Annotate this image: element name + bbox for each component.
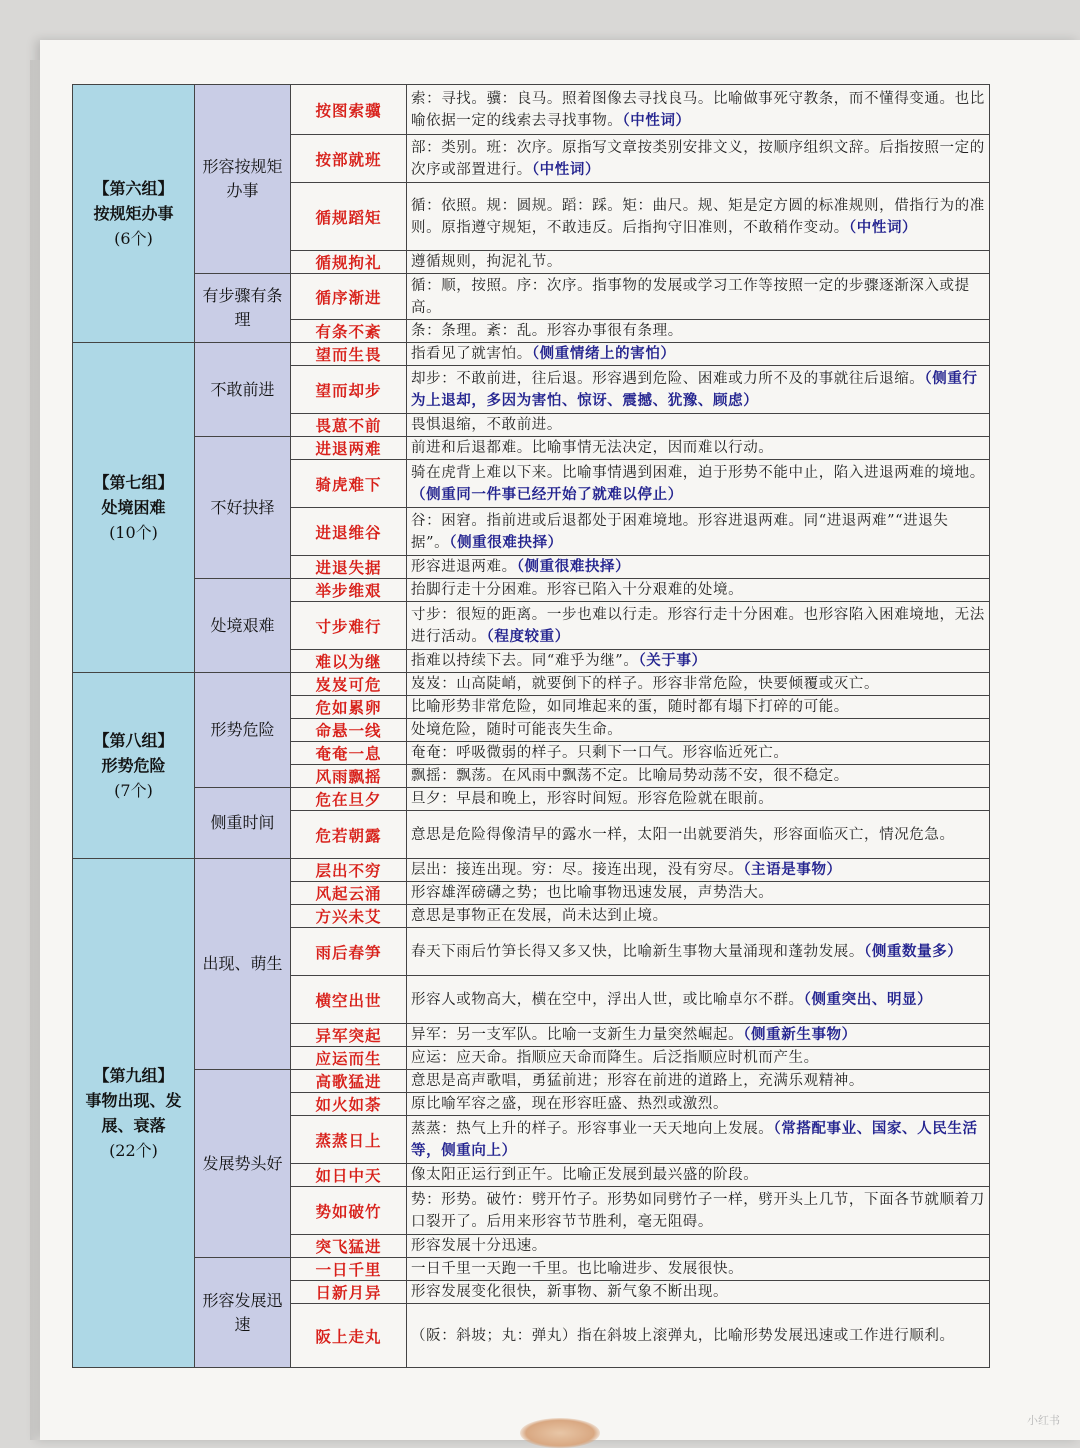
group-label: 【第九组】 <box>93 1066 174 1085</box>
definition <box>407 1258 990 1281</box>
idiom: 风起云涌 <box>291 882 407 905</box>
usage-note: （中性词） <box>622 111 691 129</box>
idiom: 按部就班 <box>291 135 407 183</box>
usage-note: （侧重情绪上的害怕） <box>531 345 676 362</box>
definition <box>407 976 990 1024</box>
table-row <box>73 437 990 460</box>
idiom: 畏葸不前 <box>291 414 407 437</box>
subgroup-label: 形势危险 <box>195 673 291 788</box>
definition-text: 前进和后退都难。比喻事情无法决定，因而难以行动。 <box>411 440 774 456</box>
usage-note: （侧重突出、明显） <box>803 990 933 1008</box>
definition-text: 寸步：很短的距离。一步也难以行走。形容行走十分困难。也形容陷入困难境地，无法进行活动。 <box>411 606 985 645</box>
definition <box>407 1047 990 1070</box>
idiom: 突飞猛进 <box>291 1235 407 1258</box>
idiom: 按图索骥 <box>291 85 407 135</box>
definition <box>407 811 990 859</box>
idiom: 寸步难行 <box>291 602 407 650</box>
definition-text: 形容雄浑磅礴之势；也比喻事物迅速发展，声势浩大。 <box>411 885 774 901</box>
definition <box>407 556 990 579</box>
definition-text: 处境危险，随时可能丧失生命。 <box>411 722 623 738</box>
definition <box>407 1070 990 1093</box>
idiom: 如火如荼 <box>291 1093 407 1116</box>
definition-text: 旦夕：早晨和晚上，形容时间短。形容危险就在眼前。 <box>411 791 774 807</box>
table-row <box>73 1258 990 1281</box>
definition <box>407 602 990 650</box>
definition-text: 一日千里一天跑一千里。也比喻进步、发展很快。 <box>411 1261 744 1277</box>
definition-text: 部：类别。班：次序。原指写文章按类别安排文义，按顺序组织文辞。后指按照一定的次序或部置进行。 <box>411 139 985 178</box>
group-title: 事物出现、发展、衰落 <box>85 1091 182 1135</box>
definition-text: 循：顺，按照。序：次序。指事物的发展或学习工作等按照一定的步骤逐渐深入或提高。 <box>411 277 970 316</box>
definition-text: 形容发展十分迅速。 <box>411 1238 547 1254</box>
definition <box>407 320 990 343</box>
idiom: 蒸蒸日上 <box>291 1116 407 1164</box>
usage-note: （主语是事物） <box>743 861 842 878</box>
usage-note: （侧重很难抉择） <box>516 558 631 575</box>
definition-text: 飘摇：飘荡。在风雨中飘荡不定。比喻局势动荡不安，很不稳定。 <box>411 768 849 784</box>
usage-note: （侧重新生事物） <box>743 1026 857 1043</box>
table-row <box>73 1070 990 1093</box>
idiom: 循序渐进 <box>291 274 407 320</box>
table-row <box>73 274 990 320</box>
definition <box>407 508 990 556</box>
subgroup-label: 出现、萌生 <box>195 859 291 1070</box>
subgroup-label: 有步骤有条理 <box>195 274 291 343</box>
definition <box>407 366 990 414</box>
idiom: 层出不穷 <box>291 859 407 882</box>
definition <box>407 274 990 320</box>
usage-note: （关于事） <box>638 652 707 669</box>
definition-text: 抬脚行走十分困难。形容已陷入十分艰难的处境。 <box>411 582 744 598</box>
usage-note: （侧重很难抉择） <box>449 533 563 551</box>
definition <box>407 765 990 788</box>
subgroup-label: 形容发展迅速 <box>195 1258 291 1368</box>
idiom-table <box>72 84 990 1368</box>
idiom: 进退两难 <box>291 437 407 460</box>
idiom: 方兴未艾 <box>291 905 407 928</box>
definition-text: 春天下雨后竹笋长得又多又快，比喻新生事物大量涌现和蓬勃发展。 <box>411 943 864 960</box>
usage-note: （中性词） <box>531 160 601 178</box>
idiom: 循规拘礼 <box>291 251 407 274</box>
idiom: 循规蹈矩 <box>291 183 407 251</box>
idiom: 异军突起 <box>291 1024 407 1047</box>
definition-text: 应运：应天命。指顺应天命而降生。后泛指顺应时机而产生。 <box>411 1050 819 1066</box>
definition-text: 却步：不敢前进，往后退。形容遇到危险、困难或力所不及的事就往后退缩。 <box>411 370 925 387</box>
group-title: 形势危险 <box>101 756 166 775</box>
group-title: 按规矩办事 <box>93 204 174 223</box>
idiom: 一日千里 <box>291 1258 407 1281</box>
group-count: (7个) <box>114 781 153 800</box>
definition <box>407 343 990 366</box>
usage-note: （中性词） <box>848 218 918 236</box>
definition-text: 原比喻军容之盛，现在形容旺盛、热烈或激烈。 <box>411 1096 729 1112</box>
group-label: 【第七组】 <box>93 473 174 492</box>
definition-text: 形容进退两难。 <box>411 559 517 575</box>
definition <box>407 1187 990 1235</box>
definition <box>407 414 990 437</box>
definition <box>407 788 990 811</box>
group-count: (10个) <box>109 523 158 542</box>
group-cell <box>73 343 195 673</box>
definition <box>407 650 990 673</box>
subgroup-label: 不敢前进 <box>195 343 291 437</box>
definition-text: 奄奄：呼吸微弱的样子。只剩下一口气。形容临近死亡。 <box>411 745 789 761</box>
definition <box>407 1304 990 1368</box>
definition <box>407 905 990 928</box>
definition-text: 蒸蒸：热气上升的样子。形容事业一天天地向上发展。 <box>411 1120 774 1137</box>
definition-text: 指难以持续下去。同“难乎为继”。 <box>411 653 639 669</box>
definition <box>407 85 990 135</box>
idiom: 命悬一线 <box>291 719 407 742</box>
group-label: 【第八组】 <box>93 731 174 750</box>
definition-text: 意思是高声歌唱，勇猛前进；形容在前进的道路上，充满乐观精神。 <box>411 1073 864 1089</box>
definition-text: 岌岌：山高陡峭，就要倒下的样子。形容非常危险，快要倾覆或灭亡。 <box>411 676 880 692</box>
finger-shadow <box>520 1418 600 1448</box>
idiom: 望而却步 <box>291 366 407 414</box>
definition <box>407 742 990 765</box>
definition <box>407 859 990 882</box>
definition-text: 意思是危险得像清早的露水一样，太阳一出就要消失，形容面临灭亡，情况危急。 <box>411 826 955 843</box>
idiom: 风雨飘摇 <box>291 765 407 788</box>
definition <box>407 437 990 460</box>
definition-text: 形容人或物高大，横在空中，浮出人世，或比喻卓尔不群。 <box>411 991 804 1008</box>
definition <box>407 460 990 508</box>
definition-text: 循：依照。规：圆规。蹈：踩。矩：曲尺。规、矩是定方圆的标准规则，借指行为的准则。原指遵守规矩，不敢违反。后指拘守旧准则，不敢稍作变动。 <box>411 197 985 236</box>
definition-text: 比喻形势非常危险，如同堆起来的蛋，随时都有塌下打碎的可能。 <box>411 699 849 715</box>
idiom: 危若朝露 <box>291 811 407 859</box>
watermark: 小红书 <box>1027 1414 1060 1427</box>
idiom: 势如破竹 <box>291 1187 407 1235</box>
usage-note: （常搭配事业、国家、人民生活等，侧重向上） <box>411 1119 978 1159</box>
group-cell <box>73 673 195 859</box>
definition-text: 谷：困窘。指前进或后退都处于困难境地。形容进退两难。同“进退两难”“进退失据”。 <box>411 512 949 551</box>
idiom: 如日中天 <box>291 1164 407 1187</box>
group-label: 【第六组】 <box>93 179 174 198</box>
subgroup-label: 发展势头好 <box>195 1070 291 1258</box>
group-cell <box>73 859 195 1368</box>
idiom: 危在旦夕 <box>291 788 407 811</box>
subgroup-label: 形容按规矩办事 <box>195 85 291 274</box>
definition <box>407 183 990 251</box>
definition <box>407 1024 990 1047</box>
idiom: 难以为继 <box>291 650 407 673</box>
idiom: 举步维艰 <box>291 579 407 602</box>
definition-text: 指看见了就害怕。 <box>411 346 532 362</box>
definition-text: 异军：另一支军队。比喻一支新生力量突然崛起。 <box>411 1027 744 1043</box>
idiom: 进退失据 <box>291 556 407 579</box>
group-title: 处境困难 <box>101 498 166 517</box>
definition <box>407 1116 990 1164</box>
idiom: 奄奄一息 <box>291 742 407 765</box>
subgroup-label: 侧重时间 <box>195 788 291 859</box>
definition <box>407 1164 990 1187</box>
idiom: 高歌猛进 <box>291 1070 407 1093</box>
subgroup-label: 不好抉择 <box>195 437 291 579</box>
definition <box>407 1281 990 1304</box>
table-row <box>73 788 990 811</box>
definition-text: 遵循规则，拘泥礼节。 <box>411 254 562 270</box>
idiom: 阪上走丸 <box>291 1304 407 1368</box>
usage-note: （侧重数量多） <box>864 942 963 960</box>
group-count: (6个) <box>114 229 153 248</box>
subgroup-label: 处境艰难 <box>195 579 291 673</box>
definition-text: 层出：接连出现。穷：尽。接连出现，没有穷尽。 <box>411 862 744 878</box>
idiom: 骑虎难下 <box>291 460 407 508</box>
idiom: 雨后春笋 <box>291 928 407 976</box>
idiom: 有条不紊 <box>291 320 407 343</box>
table-row <box>73 579 990 602</box>
definition-text: 骑在虎背上难以下来。比喻事情遇到困难，迫于形势不能中止，陷入进退两难的境地。 <box>411 464 985 481</box>
definition-text: 像太阳正运行到正午。比喻正发展到最兴盛的阶段。 <box>411 1167 759 1183</box>
definition-text: 势：形势。破竹：劈开竹子。形势如同劈竹子一样，劈开头上几节，下面各节就顺着刀口裂开了。后用来形容节节胜利，毫无阻碍。 <box>411 1191 985 1230</box>
definition <box>407 1093 990 1116</box>
idiom: 应运而生 <box>291 1047 407 1070</box>
table-row <box>73 85 990 135</box>
definition <box>407 696 990 719</box>
definition-text: 意思是事物正在发展，尚未达到止境。 <box>411 908 668 924</box>
definition <box>407 1235 990 1258</box>
table-row <box>73 673 990 696</box>
group-count: (22个) <box>109 1141 158 1160</box>
usage-note: （侧重同一件事已经开始了就难以停止） <box>411 485 683 503</box>
table-row <box>73 343 990 366</box>
definition <box>407 673 990 696</box>
definition-text: （阪：斜坡；丸：弹丸）指在斜坡上滚弹丸，比喻形势发展迅速或工作进行顺利。 <box>411 1327 955 1344</box>
usage-note: （程度较重） <box>486 627 570 645</box>
definition <box>407 882 990 905</box>
definition <box>407 135 990 183</box>
idiom: 危如累卵 <box>291 696 407 719</box>
usage-note: （侧重行为上退却，多因为害怕、惊讶、震撼、犹豫、顾虑） <box>411 369 978 409</box>
definition <box>407 719 990 742</box>
definition <box>407 928 990 976</box>
idiom: 横空出世 <box>291 976 407 1024</box>
definition <box>407 251 990 274</box>
definition-text: 条：条理。紊：乱。形容办事很有条理。 <box>411 323 683 339</box>
definition-text: 索：寻找。骥：良马。照着图像去寻找良马。比喻做事死守教条，而不懂得变通。也比喻依据一定的线索去寻找事物。 <box>411 90 985 129</box>
table-row <box>73 859 990 882</box>
definition <box>407 579 990 602</box>
idiom: 进退维谷 <box>291 508 407 556</box>
idiom: 岌岌可危 <box>291 673 407 696</box>
idiom: 望而生畏 <box>291 343 407 366</box>
definition-text: 形容发展变化很快，新事物、新气象不断出现。 <box>411 1284 729 1300</box>
group-cell <box>73 85 195 343</box>
idiom: 日新月异 <box>291 1281 407 1304</box>
definition-text: 畏惧退缩，不敢前进。 <box>411 417 562 433</box>
